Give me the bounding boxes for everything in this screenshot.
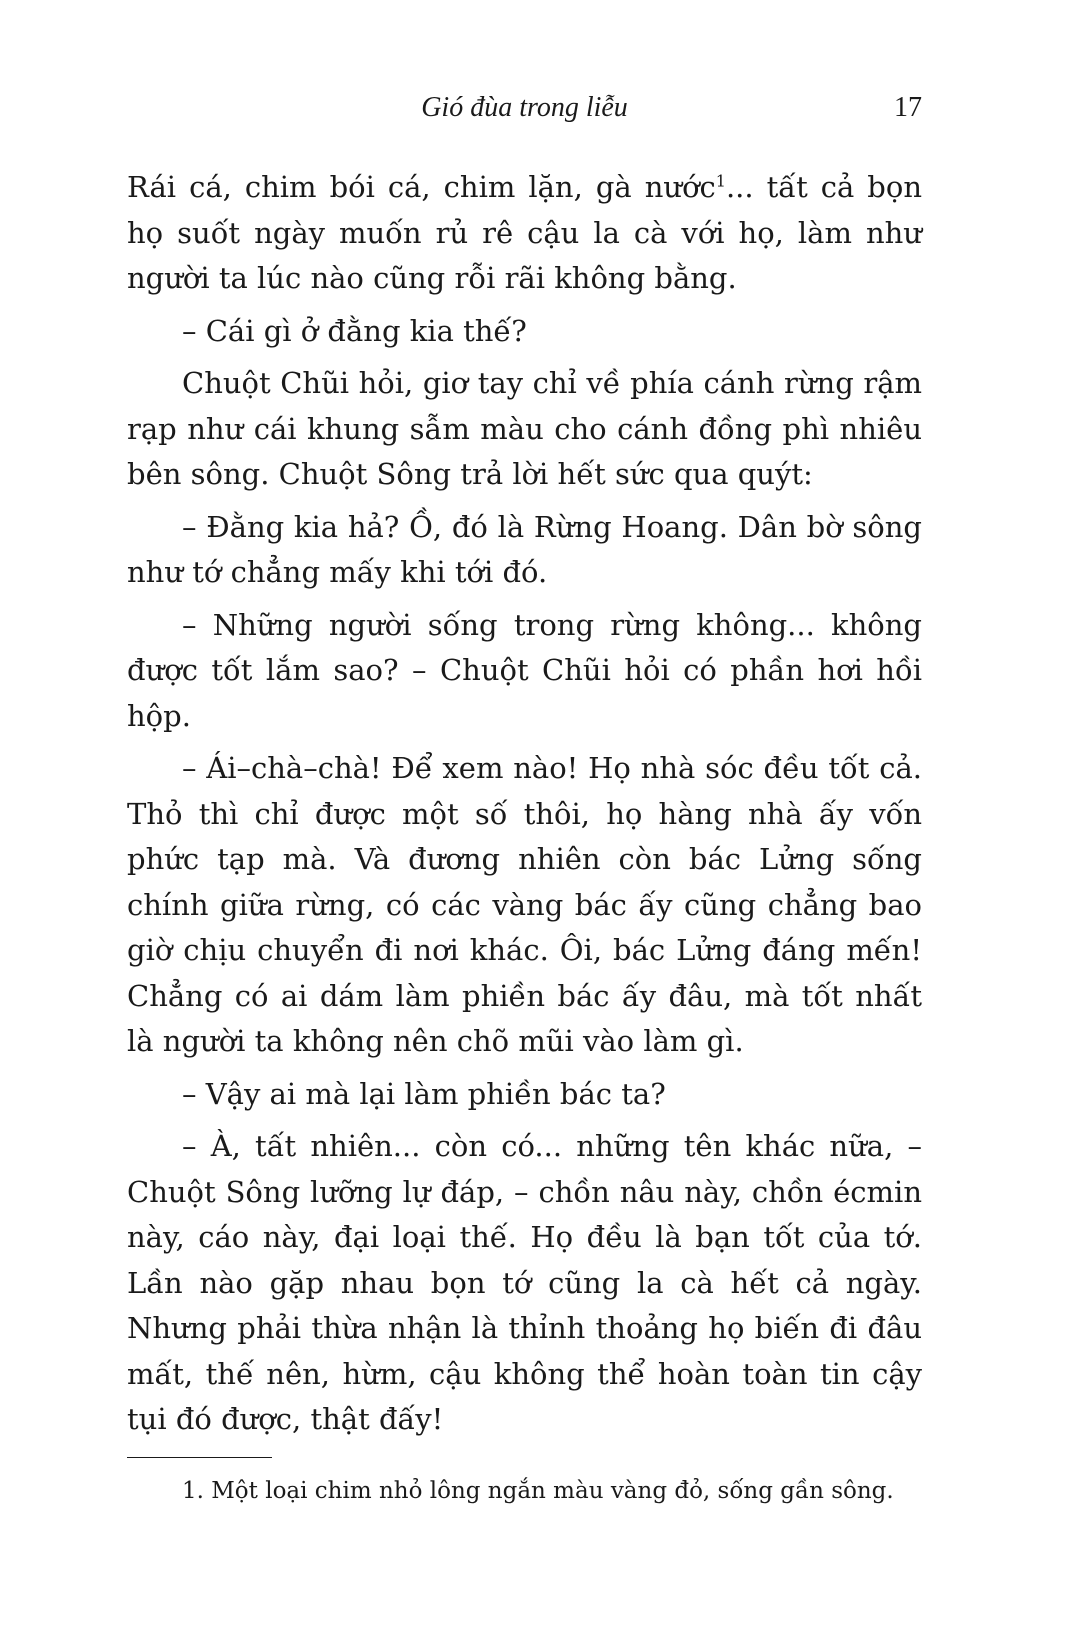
paragraph xyxy=(127,165,922,302)
paragraph-text: Rái cá, chim bói cá, chim lặn, gà nước xyxy=(127,170,716,204)
footnote: 1. Một loại chim nhỏ lông ngắn màu vàng đỏ, sống gần sông. xyxy=(182,1478,894,1504)
paragraph: – À, tất nhiên... còn có... những tên khác nữa, – Chuột Sông lưỡng lự đáp, – chồn nâu này, chồn écmin này, cáo này, đại loại thế. Họ đều là bạn tốt của tớ. Lần nào gặp nhau bọn tớ cũng la cà hết cả ngày. Nhưng phải thừa nhận là thỉnh thoảng họ biến đi đâu mất, thế nên, hừm, cậu không thể hoàn toàn tin cậy tụi đó được, thật đấy! xyxy=(127,1129,922,1436)
paragraph: – Vậy ai mà lại làm phiền bác ta? xyxy=(182,1076,666,1111)
body-text xyxy=(127,165,922,1450)
running-head xyxy=(127,92,922,132)
paragraph-text: ... tất cả bọn họ suốt ngày muốn rủ rê cậu la cà với họ, làm như người ta lúc nào cũng rỗi rãi không bằng. xyxy=(127,170,922,295)
paragraph: – Đằng kia hả? Ồ, đó là Rừng Hoang. Dân bờ sông như tớ chẳng mấy khi tới đó. xyxy=(127,509,922,589)
paragraph: – Ái–chà–chà! Để xem nào! Họ nhà sóc đều tốt cả. Thỏ thì chỉ được một số thôi, họ hàng nhà ấy vốn phức tạp mà. Và đương nhiên còn bác Lửng sống chính giữa rừng, có các vàng bác ấy cũng chẳng bao giờ chịu chuyển đi nơi khác. Ôi, bác Lửng đáng mến! Chẳng có ai dám làm phiền bác ấy đâu, mà tốt nhất là người ta không nên chõ mũi vào làm gì. xyxy=(127,751,922,1058)
paragraph: – Cái gì ở đằng kia thế? xyxy=(182,313,527,348)
chapter-title: Gió đùa trong liễu xyxy=(421,92,628,123)
page-number: 17 xyxy=(894,92,922,123)
footnote-divider xyxy=(127,1457,272,1458)
footnote-reference: 1 xyxy=(715,171,726,191)
paragraph: – Những người sống trong rừng không... không được tốt lắm sao? – Chuột Chũi hỏi có phần hơi hồi hộp. xyxy=(127,607,922,733)
paragraph: Chuột Chũi hỏi, giơ tay chỉ về phía cánh rừng rậm rạp như cái khung sẫm màu cho cánh đồng phì nhiêu bên sông. Chuột Sông trả lời hết sức qua quýt: xyxy=(127,366,922,491)
